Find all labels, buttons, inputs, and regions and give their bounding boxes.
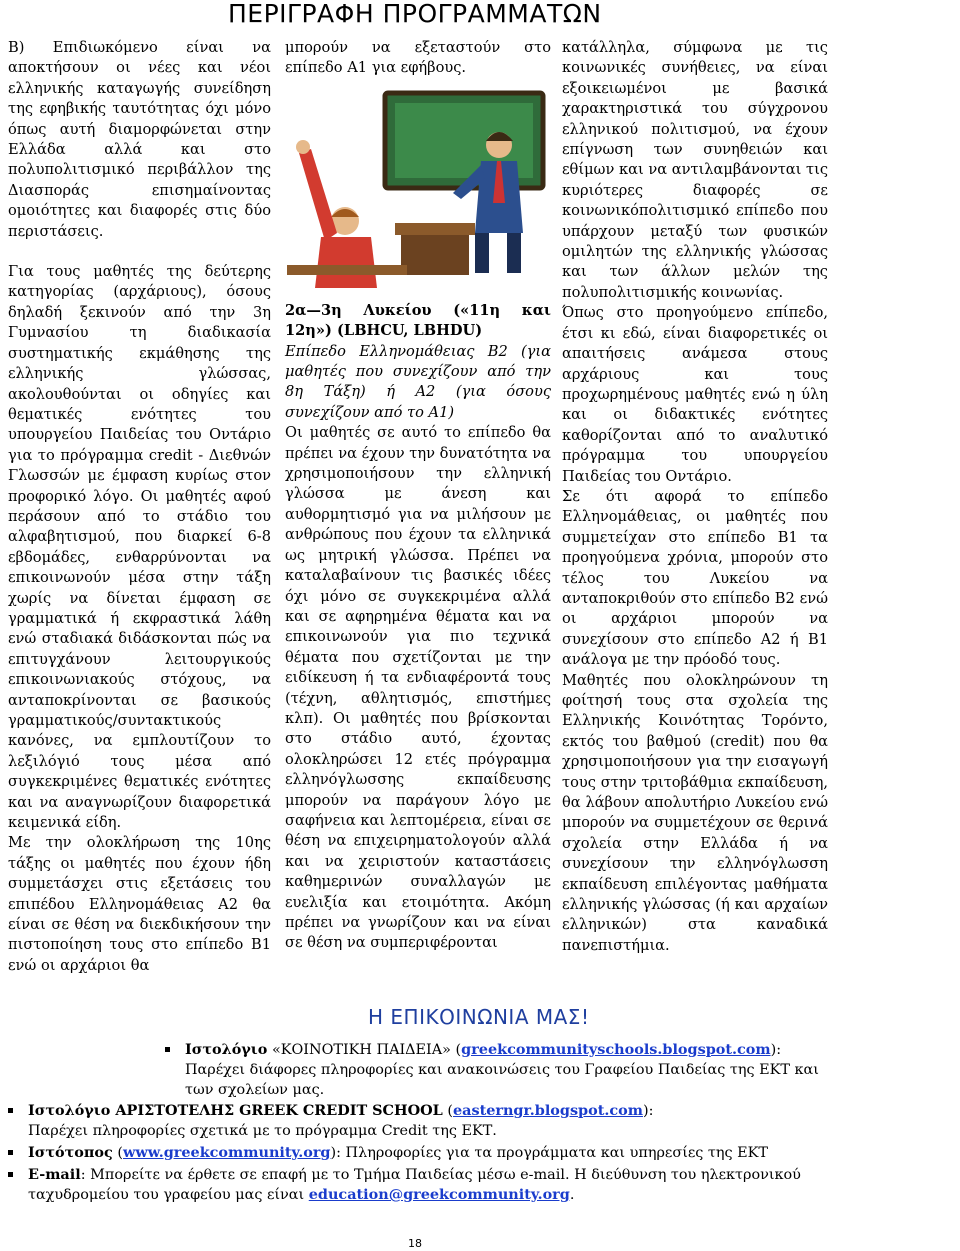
course-level: Επίπεδο Ελληνομάθειας Β2 (για μαθητές που συνεχίζουν από την 8η Τάξη) ή Α2 (για όσους συνεχίζουν από το Α1)	[285, 342, 551, 421]
bullet-icon	[8, 1150, 13, 1155]
email-link[interactable]: education@greekcommunity.org	[308, 1186, 570, 1203]
contact-title: Η ΕΠΙΚΟΙΝΩΝΙΑ ΜΑΣ!	[368, 1005, 590, 1029]
student-hand	[296, 140, 310, 154]
contact-item-blog1: Ιστολόγιο «ΚΟΙΝΟΤΙΚΗ ΠΑΙΔΕΙΑ» (greekcommunityschools.blogspot.com): Παρέχει διάφορες πληροφορίες και ανακοινώσεις του Γραφείου Παιδείας της ΕΚΤ και των σχολείων μας.	[165, 1040, 845, 1100]
blog2-description: Παρέχει πληροφορίες σχετικά με το πρόγραμμα Credit της ΕΚΤ.	[28, 1123, 497, 1139]
email-description-cont: ταχυδρομείου του γραφείου μας είναι	[28, 1187, 305, 1203]
bullet-icon	[8, 1172, 13, 1177]
blog2-label: Ιστολόγιο ΑΡΙΣΤΟΤΕΛΗΣ GREEK CREDIT SCHOOL	[28, 1102, 443, 1119]
course-title: 2α—3η Λυκείου («11η και 12η») (LBHCU, LBHDU)	[285, 301, 551, 340]
column-3	[562, 38, 828, 956]
paragraph: Όπως στο προηγούμενο επίπεδο, έτσι κι εδώ, είναι διαφορετικές οι απαιτήσεις ανάμεσα στους αρχάριους και τους προχωρημένους μαθητές ενώ η ύλη και οι διδακτικές ενότητες καθορίζονται από το αναλυτικό πρόγραμμα του υπουργείου Παιδείας του Οντάριο.	[562, 304, 828, 485]
website-label: Ιστότοπος	[28, 1144, 113, 1161]
blog2-link[interactable]: easterngr.blogspot.com	[453, 1102, 643, 1119]
paragraph: Για τους μαθητές της δεύτερης κατηγορίας (αρχάριους), όσους δηλαδή ξεκινούν από την 3η Γυμνασίου τη διαδικασία συστηματικής εκμάθησης της ελληνικής γλώσσας, ακολουθούνται οι οδηγίες και θεματικές ενότητες του υπουργείου Παιδείας του Οντάριο για το πρόγραμμα credit - Διεθνών Γλωσσών με έμφαση κυρίως στον προφορικό λόγο. Οι μαθητές αφού περάσουν από το στάδιο του αλφαβητισμού, που διαρκεί 6-8 εβδομάδες, ενθαρρύνονται να επικοινωνούν μέσα στην τάξη χωρίς να δίνεται έμφαση σε γραμματικά ή εκφραστικά λάθη ενώ σταδιακά διδάσκονται πώς να επιτυγχάνουν λειτουργικούς επικοινωνιακούς στόχους, να ανταποκρίνονται σε βασικούς γραμματικούς/συντακτικούς κανόνες, να εμπλουτίζουν το λεξιλόγιό τους μέσα από συγκεκριμένες θεματικές ενότητες και να αναγνωρίζουν διαφορετικά κειμενικά είδη.	[8, 263, 271, 832]
blog1-description: Παρέχει διάφορες πληροφορίες και ανακοινώσεις του Γραφείου Παιδείας της ΕΚΤ και	[185, 1062, 819, 1078]
email-description: Μπορείτε να έρθετε σε επαφή με το Τμήμα Παιδείας μέσω e-mail. Η διεύθυνση του ηλεκτρονικού	[90, 1167, 801, 1183]
student-desk	[287, 265, 407, 275]
bullet-icon	[8, 1108, 13, 1113]
paragraph: μπορούν να εξεταστούν στο επίπεδο Α1 για εφήβους.	[285, 39, 551, 77]
desk-top	[395, 223, 475, 235]
teacher-leg	[507, 233, 521, 273]
contact-item-blog2: Ιστολόγιο ΑΡΙΣΤΟΤΕΛΗΣ GREEK CREDIT SCHOOL (easterngr.blogspot.com): Παρέχει πληροφορίες σχετικά με το πρόγραμμα Credit της ΕΚΤ.	[8, 1101, 848, 1141]
contact-list-indented	[165, 1040, 845, 1100]
desk-front	[401, 235, 469, 275]
contact-list	[8, 1101, 848, 1205]
website-description: Πληροφορίες για τα προγράμματα και υπηρεσίες της ΕΚΤ	[345, 1145, 769, 1161]
paragraph: Οι μαθητές σε αυτό το επίπεδο θα πρέπει να έχουν την δυνατότητα να χρησιμοποιήσουν την ελληνική γλώσσα με άνεση και αυθορμητισμό για να μιλήσουν με ανθρώπους που έχουν τα ελληνικά ως μητρική γλώσσα. Πρέπει να καταλαβαίνουν τις βασικές ιδέες όχι μόνο σε συγκεκριμένα αλλά και σε αφηρημένα θέματα και να επικοινωνούν για πιο τεχνικά θέματα που σχετίζονται με την ειδίκευση ή τα ενδιαφέροντά τους (τέχνη, αθλητισμός, επιστήμες κλπ). Οι μαθητές που βρίσκονται στο στάδιο αυτό, έχοντας ολοκληρώσει 12 ετές πρόγραμμα ελληνόγλωσσης εκπαίδευσης μπορούν να παράγουν λόγο με σαφήνεια και λεπτομέρεια, είναι σε θέση να επιχειρηματολογούν αλλά και να χειριστούν καταστάσεις καθημερινών συναλλαγών με ευελιξία και ετοιμότητα. Ακόμη πρέπει να γνωρίζουν και να είναι σε θέση να συμπεριφέρονται	[285, 424, 551, 952]
blog1-link[interactable]: greekcommunityschools.blogspot.com	[461, 1041, 771, 1058]
paragraph: κατάλληλα, σύμφωνα με τις κοινωνικές συνήθειες, να είναι εξοικειωμένοι με βασικά χαρακτηριστικά του σύγχρονου ελληνικού πολιτισμού, να έχουν επίγνωση των συνηθειών και εθίμων και να αντιλαμβάνονται τις κυριότερες διαφορές σε κοινωνικόπολιτισμικό επίπεδο που υπάρχουν μεταξύ των φυσικών ομιλητών της ελληνικής γλώσσας και των άλλων μελών της πολυπολιτισμικής κοινωνίας.	[562, 39, 828, 301]
column-1	[8, 38, 271, 976]
page-number: 18	[408, 1237, 422, 1250]
classroom-illustration	[285, 83, 551, 293]
blog1-label: Ιστολόγιο	[185, 1041, 268, 1058]
page-title: ΠΕΡΙΓΡΑΦΗ ΠΡΟΓΡΑΜΜΑΤΩΝ	[228, 0, 602, 28]
email-label: E-mail	[28, 1166, 81, 1183]
column-2	[285, 38, 551, 954]
blog1-name: «ΚΟΙΝΟΤΙΚΗ ΠΑΙΔΕΙΑ»	[271, 1042, 451, 1058]
website-link[interactable]: www.greekcommunity.org	[123, 1144, 331, 1161]
contact-item-website: Ιστότοπος (www.greekcommunity.org): Πληροφορίες για τα προγράμματα και υπηρεσίες της ΕΚΤ	[8, 1143, 848, 1163]
paragraph: Μαθητές που ολοκληρώνουν τη φοίτησή τους στα σχολεία της Ελληνικής Κοινότητας Τορόντο, εκτός του βαθμού (credit) που θα χρησιμοποιήσουν για την εισαγωγή τους στην τριτοβάθμια εκπαίδευση, θα λάβουν απολυτήριο Λυκείου ενώ μπορούν να συμμετέχουν σε θερινά σχολεία στην Ελλάδα ή να συνεχίσουν την ελληνόγλωσση εκπαίδευση επιλέγοντας μαθήματα ελληνικής γλώσσας (ή και αρχαίων ελληνικών) στα καναδικά πανεπιστήμια.	[562, 671, 828, 954]
blog1-description-cont: των σχολείων μας.	[185, 1082, 325, 1098]
bullet-icon	[165, 1047, 170, 1052]
paragraph: Με την ολοκλήρωση της 10ης τάξης οι μαθητές που έχουν ήδη συμμετάσχει στις εξετάσεις του επιπέδου Ελληνομάθειας Α2 θα είναι σε θέση να διεκδικήσουν την πιστοποίηση τους στο επίπεδο Β1 ενώ οι αρχάριοι θα	[8, 834, 271, 974]
student-raised-arm	[299, 149, 337, 241]
paragraph: Σε ότι αφορά το επίπεδο Ελληνομάθειας, οι μαθητές που συμμετείχαν στο επίπεδο Β1 τα προηγούμενα χρόνια, μπορούν στο τέλος του Λυκείου να ανταποκριθούν στο επίπεδο Β2 ενώ οι αρχάριοι μπορούν να συνεχίσουν στο επίπεδο Α2 ή Β1 ανάλογα με την πρόοδό τους.	[562, 487, 828, 669]
student-body	[315, 237, 377, 288]
paragraph: Β) Επιδιωκόμενο είναι να αποκτήσουν οι νέες και νέοι ελληνικής καταγωγής συνείδηση της εφηβικής ταυτότητας όχι μόνο όπως αυτή διαμορφώνεται στην Ελλάδα αλλά και στο πολυπολιτισμικό περιβάλλον της Διασποράς επισημαίνοντας ομοιότητες και διαφορές στις δύο περιστάσεις.	[8, 39, 271, 240]
student-hair	[331, 209, 359, 217]
contact-item-email: E-mail: Μπορείτε να έρθετε σε επαφή με το Τμήμα Παιδείας μέσω e-mail. Η διεύθυνση του ηλεκτρονικού ταχυδρομείου του γραφείου μας είναι education@greekcommunity.org.	[8, 1165, 848, 1205]
teacher-leg	[475, 233, 489, 273]
